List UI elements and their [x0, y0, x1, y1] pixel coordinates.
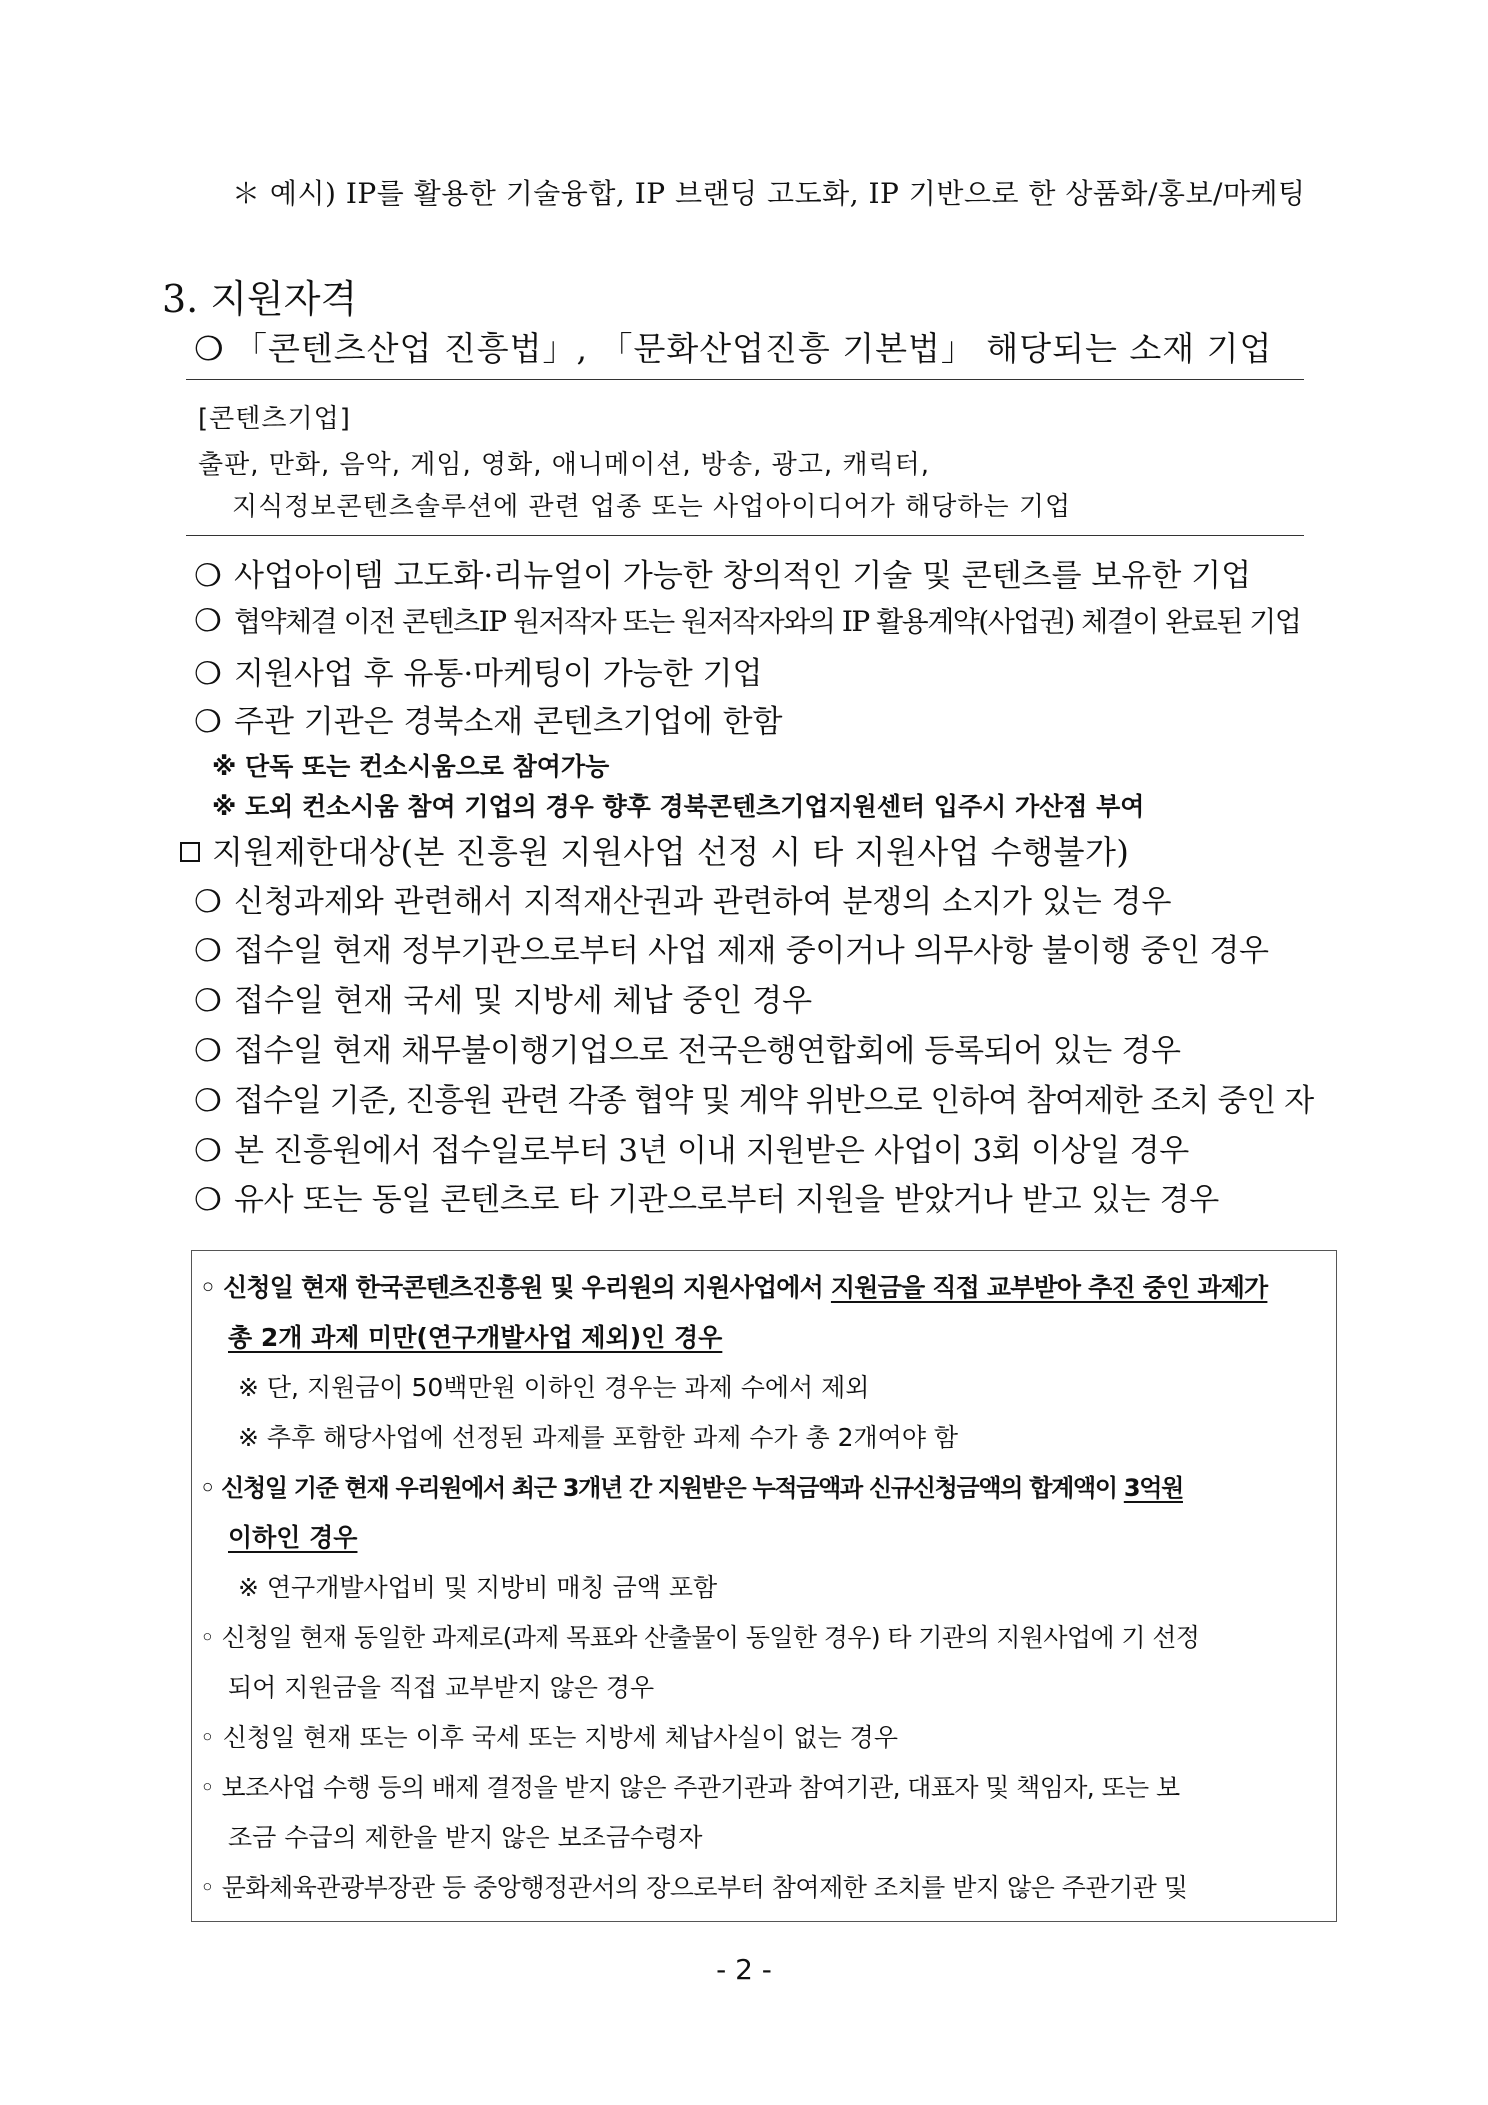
box-top-rule: [186, 379, 1304, 380]
restriction-item: ❍ 유사 또는 동일 콘텐츠로 타 기관으로부터 지원을 받았거나 받고 있는 경우: [194, 1182, 1219, 1218]
condition-item-3: ◦ 신청일 현재 동일한 과제로(과제 목표와 산출물이 동일한 경우) 타 기관의 지원사업에 기 선정: [200, 1623, 1200, 1652]
bullet-marker: ❍: [194, 1083, 222, 1119]
bullet-marker: ❍: [194, 1182, 222, 1218]
note-line: ※ 도외 컨소시움 참여 기업의 경우 향후 경북콘텐츠기업지원센터 입주시 가산점 부여: [212, 792, 1145, 821]
bullet-marker: ❍: [194, 329, 225, 368]
main-item: ❍ 「콘텐츠산업 진흥법」, 「문화산업진흥 기본법」 해당되는 소재 기업: [194, 329, 1273, 368]
content-box-line-1: 출판, 만화, 음악, 게임, 영화, 애니메이션, 방송, 광고, 캐릭터,: [198, 450, 931, 480]
example-line: ＊ 예시) IP를 활용한 기술융합, IP 브랜딩 고도화, IP 기반으로 한 상품화/홍보/마케팅: [232, 177, 1306, 210]
eligibility-item: ❍ 주관 기관은 경북소재 콘텐츠기업에 한함: [194, 704, 783, 740]
condition-item-3-line-2: 되어 지원금을 직접 교부받지 않은 경우: [228, 1673, 655, 1702]
bullet-marker: ❍: [194, 884, 222, 920]
condition-item-5: ◦ 보조사업 수행 등의 배제 결정을 받지 않은 주관기관과 참여기관, 대표자 및 책임자, 또는 보: [200, 1773, 1180, 1802]
condition-item-2: ◦ 신청일 기준 현재 우리원에서 최근 3개년 간 지원받은 누적금액과 신규신청금액의 합계액이 3억원: [200, 1474, 1183, 1502]
restriction-item: ❍ 접수일 기준, 진흥원 관련 각종 협약 및 계약 위반으로 인하여 참여제한 조치 중인 자: [194, 1083, 1314, 1119]
box-bottom-rule: [186, 535, 1304, 536]
bullet-marker: ❍: [194, 603, 222, 639]
square-bullet-icon: [180, 842, 200, 862]
bullet-marker: ❍: [194, 704, 222, 740]
content-box-heading: [콘텐츠기업]: [198, 404, 351, 434]
condition-item-1: ◦ 신청일 현재 한국콘텐츠진흥원 및 우리원의 지원사업에서 지원금을 직접 교부받아 추진 중인 과제가: [200, 1273, 1268, 1302]
condition-item-6: ◦ 문화체육관광부장관 등 중앙행정관서의 장으로부터 참여제한 조치를 받지 않은 주관기관 및: [200, 1873, 1188, 1902]
page-number: - 2 -: [716, 1953, 772, 1986]
content-box-line-2: 지식정보콘텐츠솔루션에 관련 업종 또는 사업아이디어가 해당하는 기업: [232, 492, 1072, 522]
restriction-item: ❍ 본 진흥원에서 접수일로부터 3년 이내 지원받은 사업이 3회 이상일 경우: [194, 1133, 1189, 1169]
bullet-marker: ❍: [194, 983, 222, 1019]
restriction-item: ❍ 신청과제와 관련해서 지적재산권과 관련하여 분쟁의 소지가 있는 경우: [194, 884, 1172, 920]
bullet-marker: ❍: [194, 656, 222, 692]
restriction-heading: 지원제한대상(본 진흥원 지원사업 선정 시 타 지원사업 수행불가): [180, 827, 1129, 873]
condition-item-2-line-2: 이하인 경우: [228, 1523, 358, 1552]
eligibility-item: ❍ 사업아이템 고도화·리뉴얼이 가능한 창의적인 기술 및 콘텐츠를 보유한 기업: [194, 558, 1252, 594]
bullet-marker: ❍: [194, 933, 222, 969]
note-line: ※ 단독 또는 컨소시움으로 참여가능: [212, 752, 610, 781]
condition-note: ※ 단, 지원금이 50백만원 이하인 경우는 과제 수에서 제외: [238, 1373, 870, 1402]
condition-note: ※ 연구개발사업비 및 지방비 매칭 금액 포함: [238, 1573, 718, 1602]
condition-note: ※ 추후 해당사업에 선정된 과제를 포함한 과제 수가 총 2개여야 함: [238, 1423, 959, 1452]
restriction-item: ❍ 접수일 현재 정부기관으로부터 사업 제재 중이거나 의무사항 불이행 중인 경우: [194, 933, 1269, 969]
bullet-marker: ❍: [194, 1133, 222, 1169]
condition-item-5-line-2: 조금 수급의 제한을 받지 않은 보조금수령자: [228, 1823, 703, 1852]
eligibility-item: ❍ 협약체결 이전 콘텐츠IP 원저작자 또는 원저작자와의 IP 활용계약(사업권) 체결이 완료된 기업: [194, 603, 1301, 639]
restriction-item: ❍ 접수일 현재 채무불이행기업으로 전국은행연합회에 등록되어 있는 경우: [194, 1033, 1181, 1069]
condition-item-1-line-2: 총 2개 과제 미만(연구개발사업 제외)인 경우: [228, 1323, 723, 1352]
condition-item-4: ◦ 신청일 현재 또는 이후 국세 또는 지방세 체납사실이 없는 경우: [200, 1723, 898, 1752]
bullet-marker: ❍: [194, 1033, 222, 1069]
eligibility-item: ❍ 지원사업 후 유통·마케팅이 가능한 기업: [194, 656, 763, 692]
restriction-item: ❍ 접수일 현재 국세 및 지방세 체납 중인 경우: [194, 983, 813, 1019]
section-title: 3. 지원자격: [162, 277, 358, 321]
bullet-marker: ❍: [194, 558, 222, 594]
